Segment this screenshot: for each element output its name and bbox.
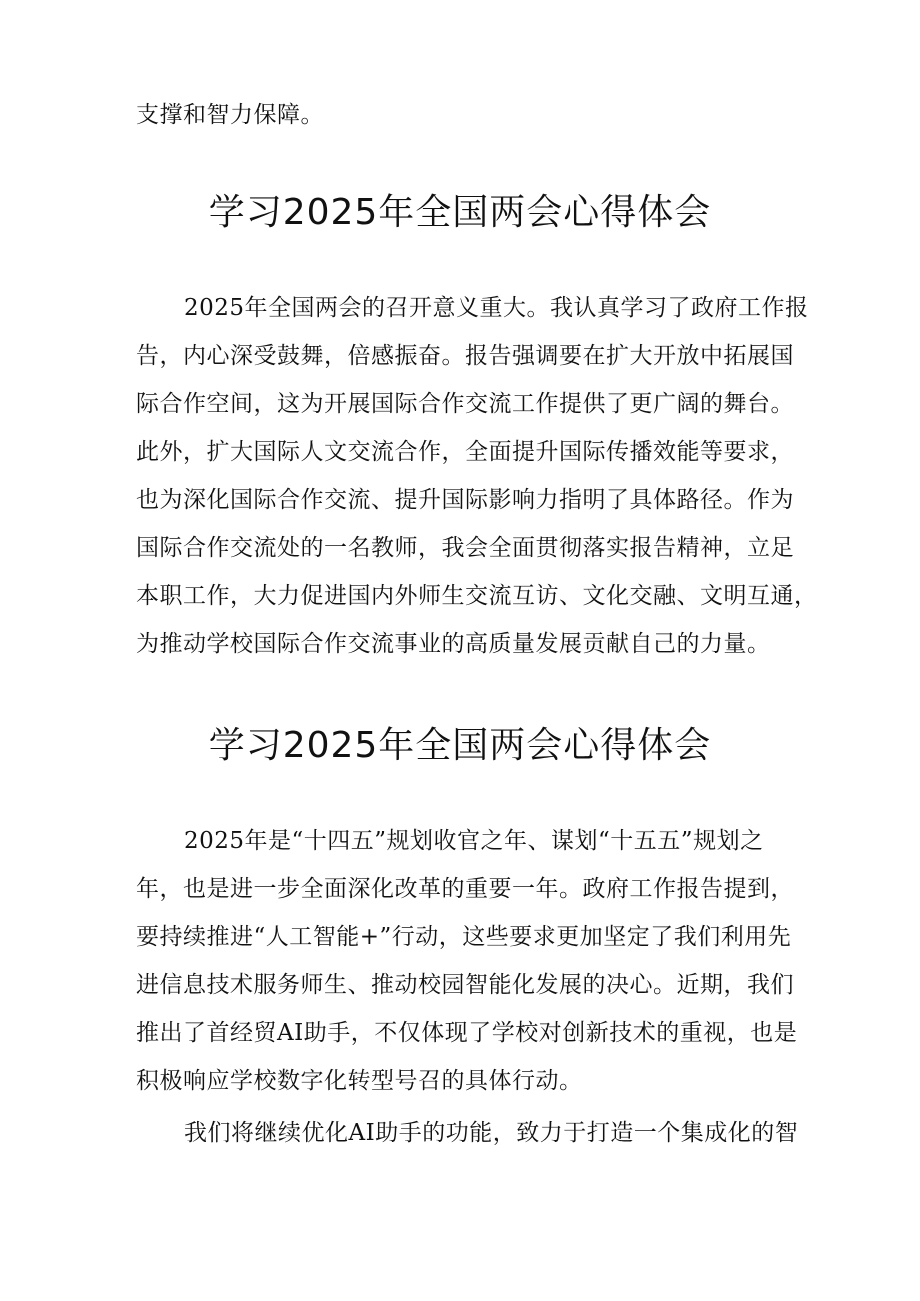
section-title: 学习2025年全国两会心得体会 [208, 192, 712, 233]
body-text-line: 推出了首经贸AI助手，不仅体现了学校对创新技术的重视，也是 [136, 1020, 798, 1046]
body-text-line: 际合作空间，这为开展国际合作交流工作提供了更广阔的舞台。 [136, 391, 794, 417]
body-text-line: 国际合作交流处的一名教师，我会全面贯彻落实报告精神，立足 [136, 535, 794, 561]
body-text-line: 也为深化国际合作交流、提升国际影响力指明了具体路径。作为 [136, 487, 794, 513]
body-text-line: 我们将继续优化AI助手的功能，致力于打造一个集成化的智 [184, 1120, 799, 1146]
body-text-line: 本职工作，大力促进国内外师生交流互访、文化交融、文明互通， [136, 583, 818, 609]
body-text-line: 此外，扩大国际人文交流合作，全面提升国际传播效能等要求， [136, 439, 794, 465]
section-title: 学习2025年全国两会心得体会 [208, 725, 712, 766]
body-text-line: 为推动学校国际合作交流事业的高质量发展贡献自己的力量。 [136, 631, 771, 657]
body-text-line: 告，内心深受鼓舞，倍感振奋。报告强调要在扩大开放中拓展国 [136, 343, 794, 369]
body-text-line: 2025年是“十四五”规划收官之年、谋划“十五五”规划之 [184, 828, 764, 854]
body-text-line: 支撑和智力保障。 [136, 102, 324, 128]
body-text-line: 2025年全国两会的召开意义重大。我认真学习了政府工作报 [184, 295, 809, 321]
body-text-line: 要持续推进“人工智能+”行动，这些要求更加坚定了我们利用先 [136, 924, 792, 950]
body-text-line: 进信息技术服务师生、推动校园智能化发展的决心。近期，我们 [136, 972, 794, 998]
body-text-line: 积极响应学校数字化转型号召的具体行动。 [136, 1068, 583, 1094]
body-text-line: 年，也是进一步全面深化改革的重要一年。政府工作报告提到， [136, 876, 794, 902]
